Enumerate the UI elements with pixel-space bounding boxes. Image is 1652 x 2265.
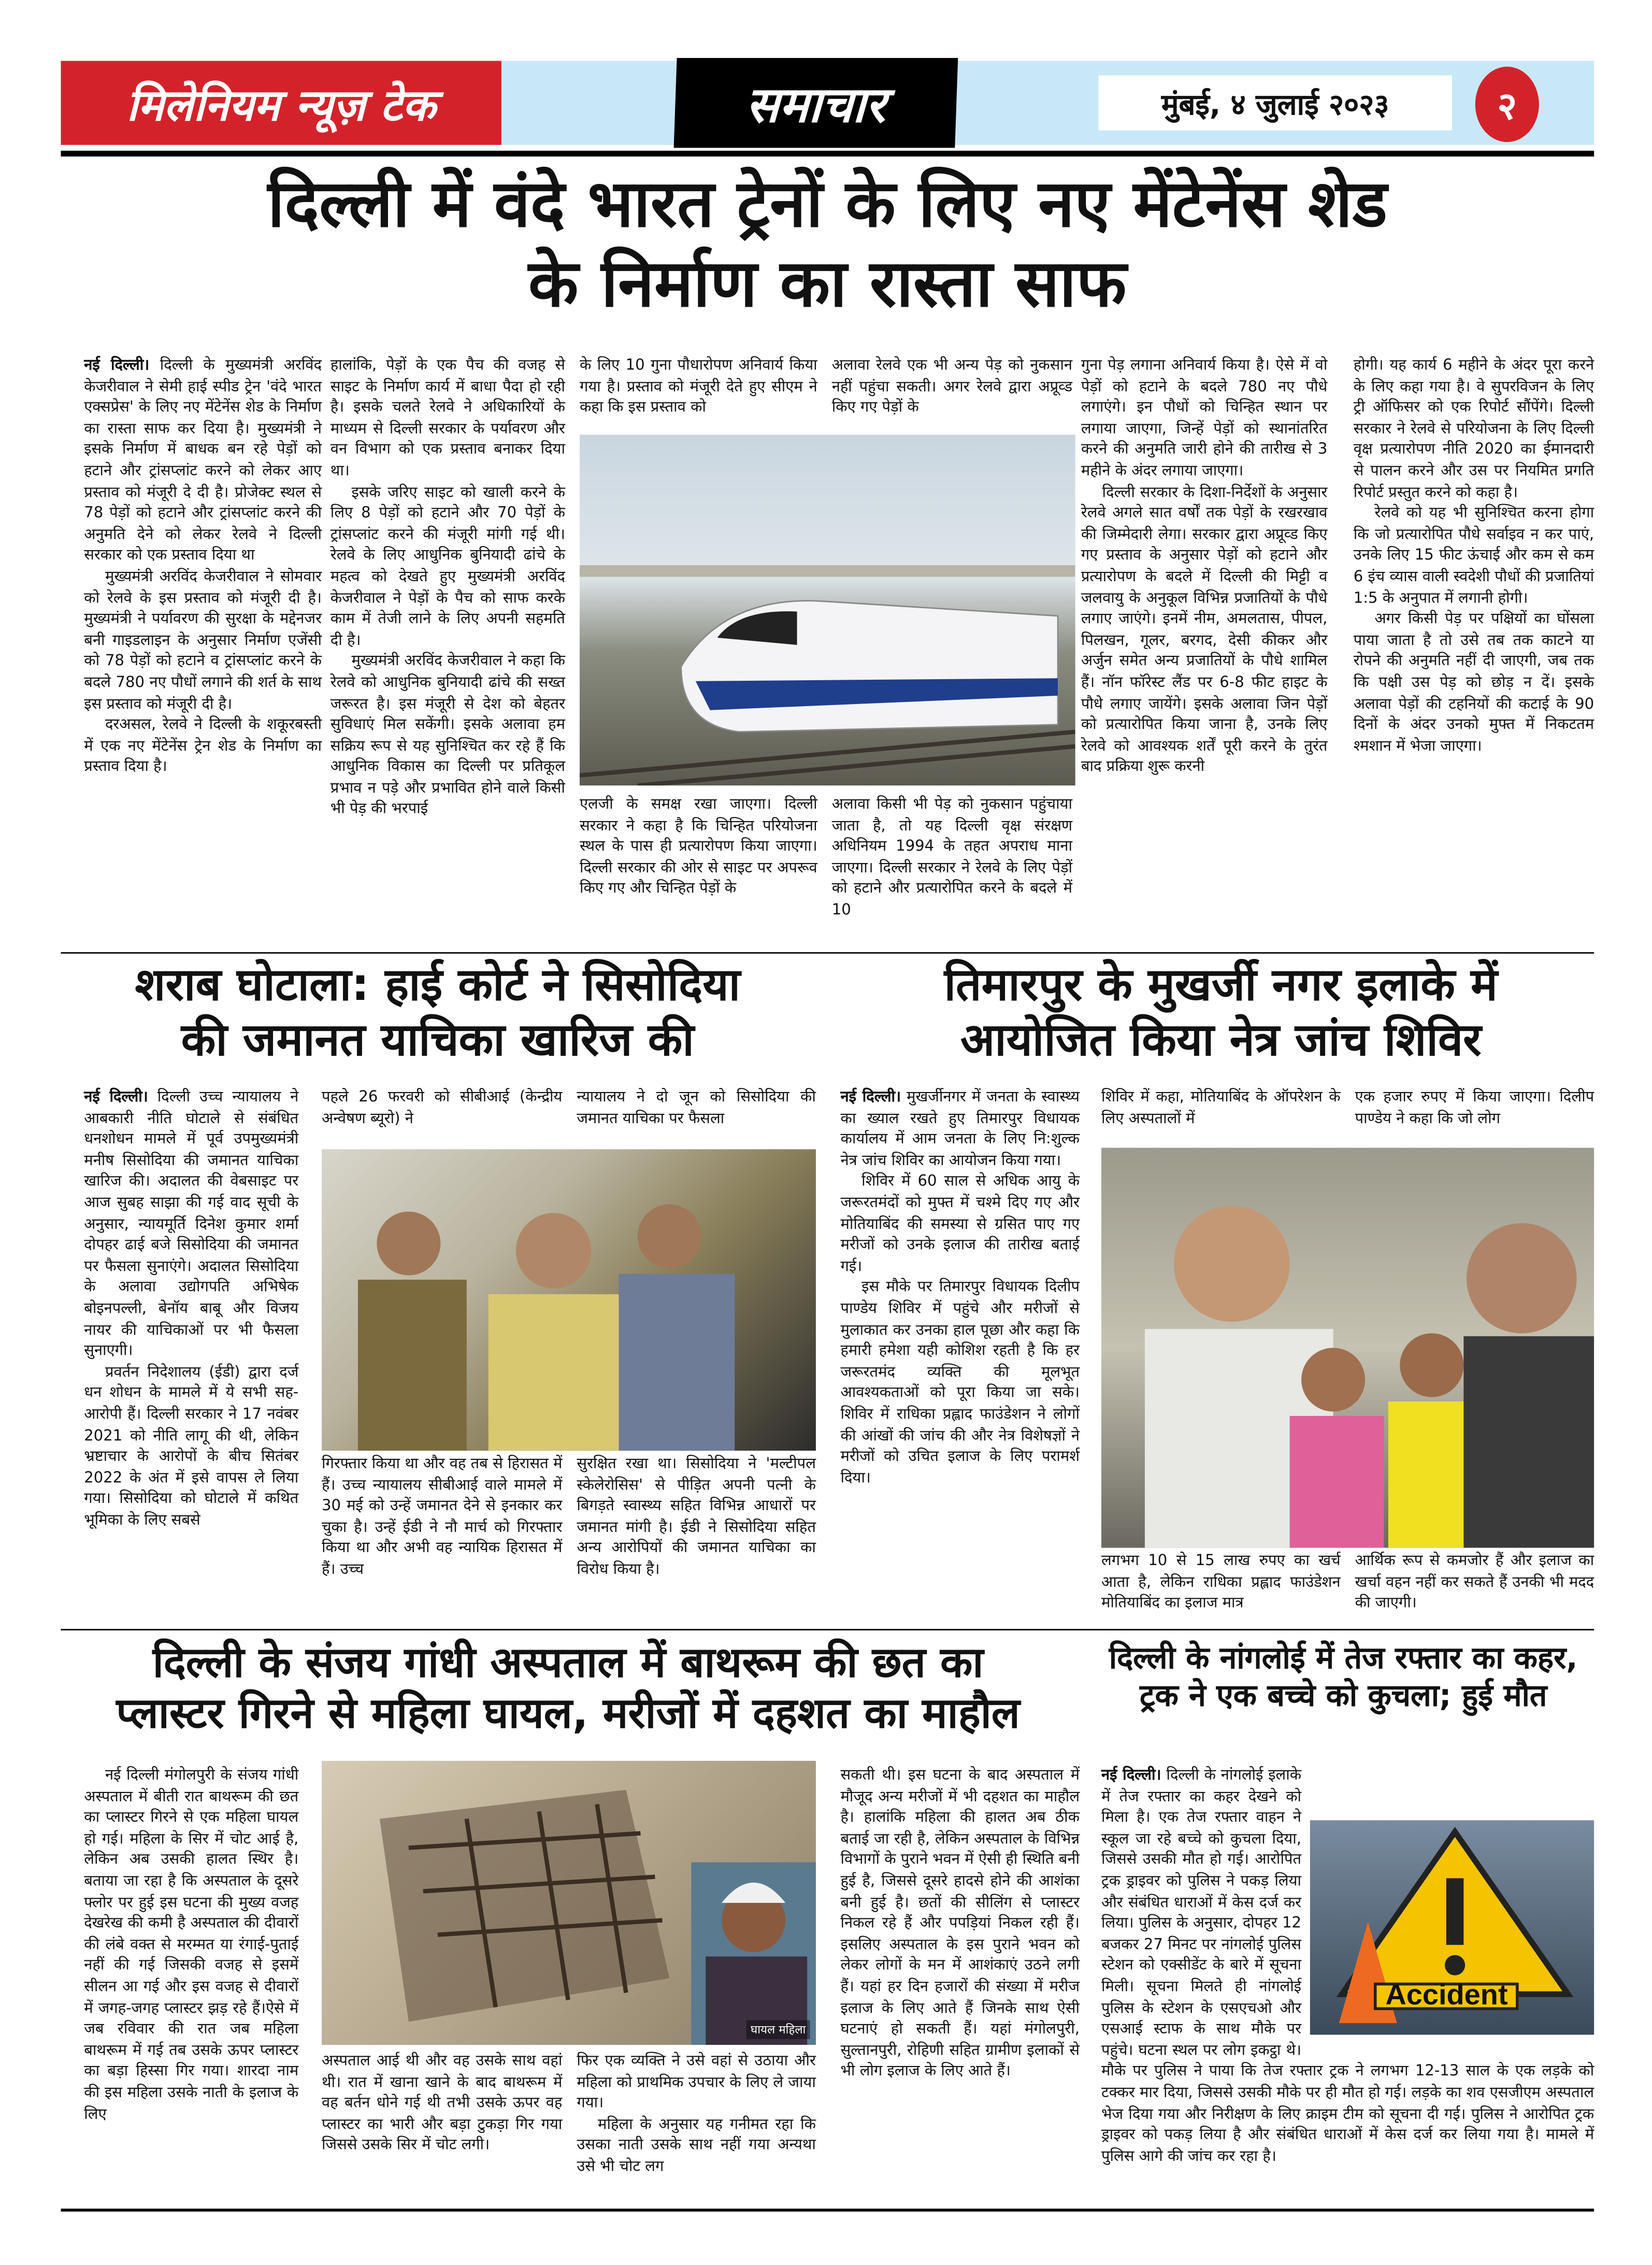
paragraph: नई दिल्ली मंगोलपुरी के संजय गांधी अस्पताल में बीती रात बाथरूम की छत का प्लास्टर गिरने से एक महिला घायल हो गई। महिला के सिर में चोट आई है, लेकिन अब उसकी हालत स्थिर है। बताया जा रहा है कि अस्पताल के दूसरे फ्लोर पर हुई इस घटना की मुख्य वजह देखरेख की कमी है अस्पताल की दीवारों की लंबे वक्त से मरम्मत या रंगाई-पुताई नहीं की गई जिसकी वजह से इसमें सीलन आ गई और इस वजह से दीवारों में जगह-जगह प्लास्टर झड़ रहे हैं।ऐसे में जब रविवार की रात जब महिला बाथरूम में गई तब उसके ऊपर प्लास्टर का बड़ा हिस्सा गिर गया। शारदा नाम की इस महिला उसके नाती के इलाज के लिए bbox=[84, 1767, 299, 2123]
paragraph: अलावा रेलवे एक भी अन्य पेड़ को नुकसान नहीं पहुंचा सकती। अगर रेलवे द्वारा अप्रूव्ड किए गए पेड़ों के bbox=[831, 356, 1073, 417]
article5-headline bbox=[1090, 1641, 1597, 1715]
paragraph: इसके जरिए साइट को खाली करने के लिए 8 पेड़ों को हटाने और 70 पेड़ों के ट्रांसप्लांट करने की मंजूरी मांगी गई थी। रेलवे के लिए आधुनिक बुनियादी ढांचे के महत्व को देखते हुए मुख्यमंत्री अरविंद केजरीवाल ने पेड़ों के पैच को साफ करके काम में तेजी लाने के लिए अपनी सहमति दी है। bbox=[330, 483, 565, 649]
paragraph: पहले 26 फरवरी को सीबीआई (केन्द्रीय अन्वेषण ब्यूरो) ने bbox=[322, 1088, 563, 1127]
article4-col1 bbox=[84, 1765, 298, 2125]
article1-col4-bottom bbox=[832, 794, 1072, 921]
article4-col3-bottom bbox=[577, 2051, 816, 2177]
paragraph: मुखर्जीनगर में जनता के स्वास्थ्य का ख्याल रखते हुए तिमारपुर विधायक कार्यालय में आम जनता के लिए नि:शुल्क नेत्र जांच शिविर का आयोजन किया गया। bbox=[840, 1088, 1080, 1169]
section-title: समाचार bbox=[674, 58, 958, 148]
train-illustration bbox=[580, 435, 1075, 785]
article1-headline bbox=[61, 165, 1594, 324]
people-illustration bbox=[322, 1149, 816, 1451]
section-divider bbox=[61, 952, 1594, 954]
article3-headline bbox=[847, 959, 1594, 1069]
article5-body bbox=[1101, 1765, 1594, 2167]
paragraph: न्यायालय ने दो जून को सिसोदिया की जमानत याचिका पर फैसला bbox=[577, 1088, 816, 1127]
article2-headline bbox=[61, 959, 814, 1069]
paragraph: गुना पेड़ लगाना अनिवार्य किया है। ऐसे में वो पेड़ों को हटाने के बदले 780 नए पौधे लगाएंगे। इन पौधों को चिन्हित स्थान पर लगाया जाएगा, जिन्हें पेड़ों को स्थानांतरित करने की अनुमति जारी होने की तारीख से 3 महीने के अंदर लगाया जाएगा। bbox=[1081, 356, 1328, 480]
headline-line: दिल्ली के नांगलोई में तेज रफ्तार का कहर, bbox=[1109, 1640, 1578, 1675]
paragraph: मुख्यमंत्री अरविंद केजरीवाल ने सोमवार को रेलवे के इस प्रस्ताव को मंजूरी दी है। मुख्यमंत्री ने पर्यावरण की सुरक्षा के मद्देनजर बनी गाइडलाइन के अनुसार निर्माण एजेंसी को 78 पेड़ों को हटाने व ट्रांसप्लांट करने के बदले 780 नए पौधों लगाने की शर्त के साथ इस प्रस्ताव को मंजूरी दी है। bbox=[84, 568, 322, 712]
paragraph: रेलवे को यह भी सुनिश्चित करना होगा कि जो प्रत्यारोपित पौधे सर्वाइव न कर पाएं, उनके लिए 15 फीट ऊंचाई और कम से कम 6 इंच व्यास वाली स्वदेशी पौधों की प्रजातियां 1:5 के अनुपात में लगानी होगी। bbox=[1353, 504, 1594, 607]
paragraph: महिला के अनुसार यह गनीमत रहा कि उसका नाती उसके साथ नहीं गया अन्यथा उसे भी चोट लग bbox=[577, 2115, 816, 2175]
ceiling-illustration bbox=[322, 1761, 816, 2045]
paragraph: आर्थिक रूप से कमजोर हैं और इलाज का खर्चा वहन नहीं कर सकते हैं उनकी भी मदद की जाएगी। bbox=[1355, 1552, 1594, 1612]
dateline: नई दिल्ली। bbox=[84, 356, 150, 374]
newspaper-logo: मिलेनियम न्यूज़ टेक bbox=[61, 61, 501, 145]
paragraph: सुरक्षित रखा था। सिसोदिया ने 'मल्टीपल स्केलेरोसिस' से पीड़ित अपनी पत्नी के बिगड़ते स्वास्थ्य सहित विभिन्न आधारों पर जमानत मांगी है। ईडी ने सिसोदिया सहित अन्य आरोपियों की जमानत याचिका का विरोध किया है। bbox=[577, 1455, 816, 1579]
headline-line: तिमारपुर के मुखर्जी नगर इलाके में bbox=[944, 959, 1498, 1012]
article4-col4 bbox=[840, 1765, 1080, 2082]
headline-line: आयोजित किया नेत्र जांच शिविर bbox=[960, 1014, 1482, 1067]
paragraph: होगी। यह कार्य 6 महीने के अंदर पूरा करने के लिए कहा गया है। वे सुपरविजन के लिए ट्री ऑफिसर को एक रिपोर्ट सौंपेंगे। दिल्ली सरकार ने रेलवे से परियोजना के लिए दिल्ली वृक्ष प्रत्यारोपण नीति 2020 का ईमानदारी से पालन करने और उस पर नियमित प्रगति रिपोर्ट प्रस्तुत करने को कहा है। bbox=[1353, 356, 1594, 501]
article1-col6 bbox=[1354, 355, 1594, 757]
section-divider bbox=[61, 1629, 1594, 1630]
sisodia-photo bbox=[322, 1149, 816, 1451]
dateline: नई दिल्ली। bbox=[840, 1088, 901, 1106]
paragraph: शिविर में 60 साल से अधिक आयु के जरूरतमंदों को मुफ्त में चश्मे दिए गए और मोतियाबिंद की समस्या से ग्रसित पाए गए मरीजों को उनके इलाज की तारीख बताई गई। bbox=[840, 1173, 1080, 1275]
dateline: नई दिल्ली। bbox=[1101, 1767, 1161, 1784]
article3-col2-bottom bbox=[1101, 1551, 1341, 1614]
article4-col2-bottom bbox=[322, 2051, 562, 2156]
headline-line: शराब घोटाला: हाई कोर्ट ने सिसोदिया bbox=[135, 959, 741, 1012]
accident-image bbox=[1310, 1820, 1594, 2035]
paragraph: गिरफ्तार किया था और वह तब से हिरासत में हैं। उच्च न्यायालय सीबीआई वाले मामले में 30 मई को उन्हें जमानत देने से इनकार कर चुका है। उन्हें ईडी ने नौ मार्च को गिरफ्तार किया था और अभी वह न्यायिक हिरासत में हैं। उच्च bbox=[322, 1455, 563, 1579]
accident-sign-label: Accident bbox=[1374, 1983, 1519, 2010]
article2-col3-bottom bbox=[577, 1454, 816, 1581]
article1-col3-top bbox=[580, 355, 817, 418]
article1-col4-top bbox=[832, 355, 1072, 418]
paragraph: अलावा किसी भी पेड़ को नुकसान पहुंचाया जाता है, तो यह दिल्ली वृक्ष संरक्षण अधिनियम 1994 के तहत अपराध माना जाएगा। दिल्ली सरकार ने रेलवे के लिए पेड़ों को हटाने और प्रत्यारोपित करने के बदले में 10 bbox=[831, 795, 1073, 919]
paragraph: के लिए 10 गुना पौधारोपण अनिवार्य किया गया है। प्रस्ताव को मंजूरी देते हुए सीएम ने कहा कि इस प्रस्ताव को bbox=[579, 356, 817, 417]
paragraph: एलजी के समक्ष रखा जाएगा। दिल्ली सरकार ने कहा है कि चिन्हित परियोजना स्थल के पास ही प्रत्यारोपण किया जाएगा। दिल्ली सरकार की ओर से साइट पर अपरूव किए गए और चिन्हित पेड़ों के bbox=[579, 795, 817, 898]
headline-line: दिल्ली में वंदे भारत ट्रेनों के लिए नए मेंटेनेंस शेड bbox=[267, 165, 1387, 242]
article3-col3-top bbox=[1355, 1087, 1594, 1129]
article2-col3-top bbox=[577, 1087, 816, 1129]
vande-bharat-train-photo bbox=[580, 435, 1075, 785]
paragraph: दिल्ली के नांगलोई इलाके में तेज रफ्तार का कहर देखने को मिला है। एक तेज रफ्तार वाहन ने स्कूल जा रहे बच्चे को कुचला दिया, जिससे उसकी मौत हो गई। आरोपित ट्रक ड्राइवर को पुलिस ने पकड़ लिया और संबंधित धाराओं में केस दर्ज कर लिया। पुलिस के अनुसार, दोपहर 12 बजकर 27 मिनट पर नांगलोई पुलिस स्टेशन को एक्सीडेंट के बारे में सूचना मिली। सूचना मिलते ही नांगलोई पुलिस के स्टेशन के एसएचओ और एसआई स्टाफ के साथ मौके पर पहुंचे। घटना स्थल पर लोग इकट्ठा थे। मौके पर पुलिस ने पाया कि तेज रफ्तार ट्रक ने लगभग 12-13 साल के एक लड़के को टक्कर मार दिया, जिससे उसकी मौके पर ही मौत हो गई। लड़के का शव एसजीएम अस्पताल भेज दिया गया और निरीक्षण के लिए क्राइम टीम को सूचना दी गई। पुलिस ने आरोपित ट्रक ड्राइवर को पकड़ लिया है और संबंधित धाराओं में केस दर्ज कर लिया गया है। मामले में पुलिस आगे की जांच कर रहा है। bbox=[1101, 1767, 1594, 2165]
article2-col2-top bbox=[322, 1087, 562, 1129]
paragraph: सकती थी। इस घटना के बाद अस्पताल में मौजूद अन्य मरीजों में भी दहशत का माहौल है। हालांकि महिला की हालत अब ठीक बताई जा रही है, लेकिन अस्पताल के विभिन्न विभागों के पुराने भवन में ऐसी ही स्थिति बनी हुई है, जिससे दूसरे हादसे होने की आशंका बनी हुई है। छतों की सीलिंग से प्लास्टर निकल रहे हैं और पपड़ियां निकल रही हैं। इसलिए अस्पताल के इस पुराने भवन को लेकर लोगों के मन में आशंकाएं उठने लगी हैं। यहां हर दिन हजारों की संख्या में मरीज इलाज के लिए आते हैं जिनके साथ ऐसी घटनाएं हो सकती हैं। यहां मंगोलपुरी, सुल्तानपुरी, रोहिणी सहित ग्रामीण इलाकों से भी लोग इलाज के लिए आते हैं। bbox=[840, 1767, 1080, 2081]
headline-line: दिल्ली के संजय गांधी अस्पताल में बाथरूम की छत का bbox=[152, 1638, 984, 1687]
page-bottom-rule bbox=[61, 2209, 1594, 2212]
paragraph: प्रवर्तन निदेशालय (ईडी) द्वारा दर्ज धन शोधन के मामले में ये सभी सह-आरोपी हैं। दिल्ली सरकार ने 17 नवंबर 2021 को नीति लागू की थी, लेकिन भ्रष्टाचार के आरोपों के बीच सितंबर 2022 के अंत में इसे वापस ले लिया गया। सिसोदिया को घोटाले में कथित भूमिका के लिए सबसे bbox=[84, 1363, 299, 1529]
photo-caption: घायल महिला bbox=[746, 2020, 810, 2039]
paragraph: एक हजार रुपए में किया जाएगा। दिलीप पाण्डेय ने कहा कि जो लोग bbox=[1355, 1088, 1594, 1127]
collapsed-ceiling-photo bbox=[322, 1761, 816, 2045]
dateline: नई दिल्ली। bbox=[84, 1088, 148, 1106]
paragraph: हालांकि, पेड़ों के एक पैच की वजह से साइट के निर्माण कार्य में बाधा पैदा हो रही है। इसके चलते रेलवे ने अधिकारियों के माध्यम से दिल्ली सरकार के पर्यावरण और वन विभाग को एक प्रस्ताव बनाकर दिया था। bbox=[330, 356, 565, 480]
headline-line: की जमानत याचिका खारिज की bbox=[181, 1014, 694, 1067]
paragraph: दिल्ली सरकार के दिशा-निर्देशों के अनुसार रेलवे अगले सात वर्षों तक पेड़ों के रखरखाव की जिम्मेदारी लेगा। सरकार द्वारा अप्रूव्ड किए गए प्रस्ताव के अनुसार पेड़ों को हटाने और प्रत्यारोपण के बदले में दिल्ली की मिट्टी व जलवायु के अनुकूल विभिन्न प्रजातियों के पौधे लगाए जाएंगे। इनमें नीम, अमलतास, पीपल, पिलखन, गूलर, बरगद, देसी कीकर और अर्जुन समेत अन्य प्रजातियों के पौधे शामिल हैं। नॉन फॉरेस्ट लैंड पर 6-8 फीट हाइट के पौधे लगाए जायेंगे। इसके अलावा जिन पेड़ों को प्रत्यारोपित किया जाना है, उनके लिए रेलवे को आवश्यक शर्तें पूरी करने के तुरंत बाद प्रक्रिया शुरू करनी bbox=[1081, 483, 1328, 776]
article1-col2 bbox=[331, 355, 565, 820]
paragraph: शिविर में कहा, मोतियाबिंद के ऑपरेशन के लिए अस्पतालों में bbox=[1101, 1088, 1341, 1127]
headline-line: के निर्माण का रास्ता साफ bbox=[528, 245, 1127, 322]
article2-col1 bbox=[84, 1087, 298, 1531]
paragraph: दरअसल, रेलवे ने दिल्ली के शकूरबस्ती में एक नए मेंटेनेंस ट्रेन शेड के निर्माण का प्रस्ताव दिया है। bbox=[84, 716, 322, 776]
headline-line: ट्रक ने एक बच्चे को कुचला; हुई मौत bbox=[1140, 1678, 1547, 1713]
article1-col3-bottom bbox=[580, 794, 817, 900]
article3-col3-bottom bbox=[1355, 1551, 1594, 1614]
page-number: २ bbox=[1475, 67, 1539, 142]
paragraph: मुख्यमंत्री अरविंद केजरीवाल ने कहा कि रेलवे को आधुनिक बुनियादी ढांचे की सख्त जरूरत है। इस मंजूरी से देश को बेहतर सुविधाएं मिल सकेंगी। इसके अलावा हम सक्रिय रूप से यह सुनिश्चित कर रहे हैं कि आधुनिक विकास का दिल्ली पर प्रतिकूल प्रभाव न पड़े और प्रभावित होने वाले किसी भी पेड़ की भरपाई bbox=[330, 652, 565, 819]
people-illustration bbox=[1101, 1148, 1594, 1548]
article3-col1 bbox=[840, 1087, 1080, 1489]
article3-col2-top bbox=[1101, 1087, 1341, 1129]
headline-line: प्लास्टर गिरने से महिला घायल, मरीजों में दहशत का माहौल bbox=[116, 1689, 1020, 1739]
eye-camp-photo bbox=[1101, 1148, 1594, 1548]
article4-headline bbox=[61, 1638, 1075, 1740]
paragraph: अस्पताल आई थी और वह उसके साथ वहां थी। रात में खाना खाने के बाद बाथरूम में वह बर्तन धोने गई थी तभी उसके ऊपर वह प्लास्टर का भारी और बड़ा टुकड़ा गिर गया जिससे उसके सिर में चोट लगी। bbox=[322, 2052, 563, 2154]
masthead-rule bbox=[61, 151, 1594, 156]
paragraph: अगर किसी पेड़ पर पक्षियों का घोंसला पाया जाता है तो उसे तब तक काटने या रोपने की अनुमति नहीं दी जाएगी, जब तक कि पक्षी उस पेड़ को छोड़ न दें। इसके अलावा पेड़ों की टहनियों की कटाई के 90 दिनों के अंदर उनको मुफ्त में निकटतम श्मशान में भेजा जाएगा। bbox=[1353, 610, 1594, 755]
article2-col2-bottom bbox=[322, 1454, 562, 1581]
edition-date: मुंबई, ४ जुलाई २०२३ bbox=[1098, 75, 1452, 130]
paragraph: दिल्ली के मुख्यमंत्री अरविंद केजरीवाल ने सेमी हाई स्पीड ट्रेन 'वंदे भारत एक्सप्रेस' के लिए नए मेंटेनेंस शेड के निर्माण का रास्ता साफ कर दिया है। मुख्यमंत्री ने इसके निर्माण में बाधक बन रहे पेड़ों को हटाने और ट्रांसप्लांट करने को लेकर आए प्रस्ताव को मंजूरी दे दी है। प्रोजेक्ट स्थल से 78 पेड़ों को हटाने और ट्रांसप्लांट करने की अनुमति देने को लेकर रेलवे ने दिल्ली सरकार को एक प्रस्ताव दिया था bbox=[84, 356, 322, 565]
article1-col1 bbox=[84, 355, 322, 778]
article1-col5 bbox=[1081, 355, 1328, 778]
paragraph: फिर एक व्यक्ति ने उसे वहां से उठाया और महिला को प्राथमिक उपचार के लिए ले जाया गया। bbox=[577, 2052, 816, 2112]
paragraph: लगभग 10 से 15 लाख रुपए का खर्च आता है, लेकिन राधिका प्रह्लाद फाउंडेशन मोतियाबिंद का इलाज मात्र bbox=[1101, 1552, 1341, 1612]
paragraph: इस मौके पर तिमारपुर विधायक दिलीप पाण्डेय शिविर में पहुंचे और मरीजों से मुलाकात कर उनका हाल पूछा और कहा कि हमारी हमेशा यही कोशिश रहती है कि हर जरूरतमंद व्यक्ति की मूलभूत आवश्यकताओं को पूरा किया जा सके। शिविर में राधिका प्रह्लाद फाउंडेशन ने लोगों की आंखों की जांच की और नेत्र विशेषज्ञों ने मरीजों को उचित इलाज के लिए परामर्श दिया। bbox=[840, 1279, 1080, 1487]
paragraph: दिल्ली उच्च न्यायालय ने आबकारी नीति घोटाले से संबंधित धनशोधन मामले में पूर्व उपमुख्यमंत्री मनीष सिसोदिया की जमानत याचिका खारिज की। अदालत की वेबसाइट पर आज सुबह साझा की गई वाद सूची के अनुसार, न्यायमूर्ति दिनेश कुमार शर्मा दोपहर ढाई बजे सिसोदिया की जमानत पर फैसला सुनाएंगे। अदालत सिसोदिया के अलावा उद्योगपति अभिषेक बोइनपल्ली, बेनॉय बाबू और विजय नायर की याचिकाओं पर भी फैसला सुनाएगी। bbox=[84, 1088, 299, 1360]
